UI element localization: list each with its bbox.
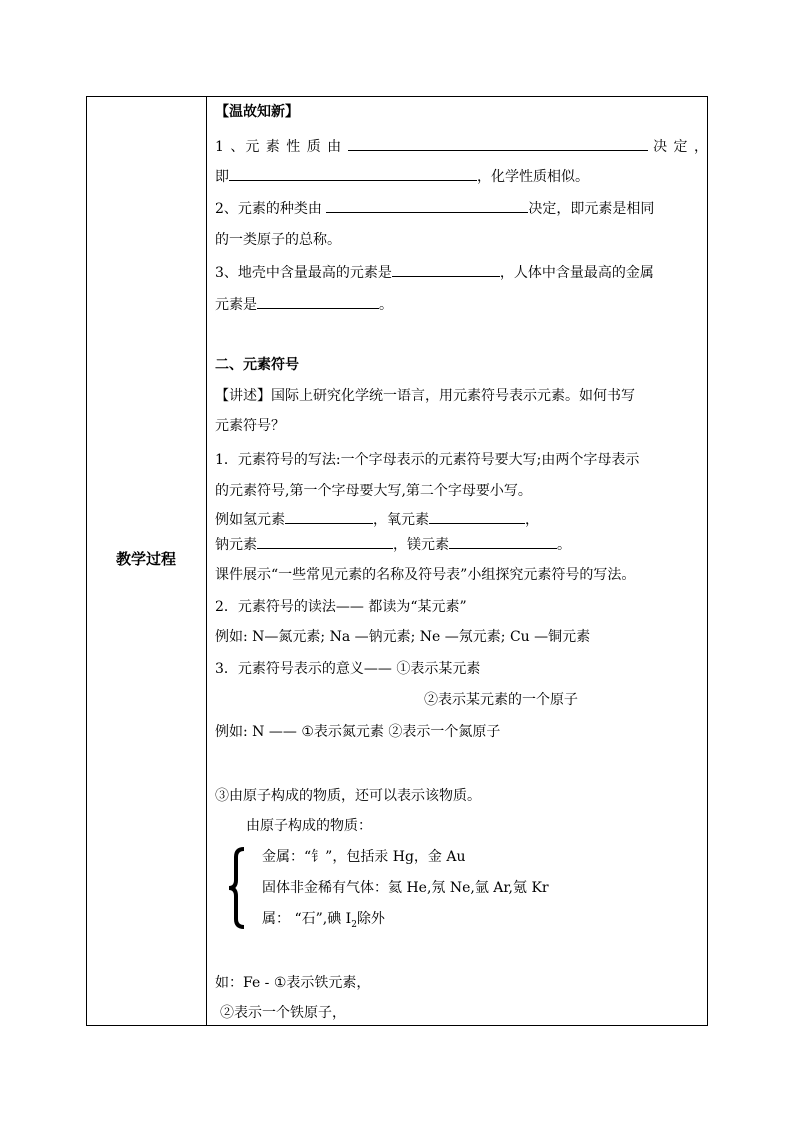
rule2-line: 2．元素符号的读法—— 都读为“某元素” [215, 599, 467, 615]
left-brace-icon [226, 847, 248, 929]
fe-example-line2: ②表示一个铁原子， [220, 1005, 346, 1021]
review-q2-line1: 2、元素的种类由 决定，即元素是相同 [215, 198, 654, 219]
example-line2: 钠元素 ，镁元素 。 [215, 534, 571, 555]
lecture-line2: 元素符号？ [215, 418, 285, 434]
example-line1: 例如氢元素 ，氧元素 ， [215, 509, 539, 530]
answer-blank[interactable] [257, 534, 393, 549]
rule3-line1: 3．元素符号表示的意义—— ①表示某元素 [215, 661, 481, 677]
rule3-example: 例如: N —— ①表示氮元素 ②表示一个氮原子 [215, 724, 501, 740]
review-q3-line1: 3、地壳中含量最高的元素是 ，人体中含量最高的金属 [215, 262, 654, 283]
review-heading: 【温故知新】 [215, 104, 299, 120]
review-q1-line1: 1 、元 素 性 质 由 决 定 ， [215, 136, 709, 157]
courseware-line: 课件展示“一些常见元素的名称及符号表”小组探究元素符号的写法。 [215, 567, 636, 583]
rule1-line2: 的元素符号,第一个字母要大写,第二个字母要小写。 [215, 483, 532, 499]
review-q1-line2: 即 ，化学性质相似。 [215, 166, 589, 187]
answer-blank[interactable] [326, 198, 528, 213]
column-divider [206, 96, 207, 1026]
answer-blank[interactable] [429, 509, 525, 524]
fe-example-line1: 如：Fe - ①表示铁元素， [215, 975, 371, 991]
rule3-line3: ③由原子构成的物质，还可以表示该物质。 [215, 788, 481, 804]
rule1-line1: 1．元素符号的写法:一个字母表示的元素符号要大写;由两个字母表示 [215, 452, 640, 468]
answer-blank[interactable] [285, 509, 373, 524]
row-label: 教学过程 [115, 550, 176, 568]
answer-blank[interactable] [348, 136, 648, 151]
shu-line: 属： “石”,碘 $I_2$除外 [262, 911, 385, 930]
answer-blank[interactable] [257, 294, 379, 309]
review-q3-line2: 元素是 。 [215, 294, 393, 315]
solid-gas-line: 固体非金稀有气体：氦 He,氖 Ne,氩 Ar,氪 Kr [262, 880, 549, 896]
lecture-line1: 【讲述】国际上研究化学统一语言，用元素符号表示元素。如何书写 [215, 388, 635, 404]
section2-heading: 二、元素符号 [215, 357, 299, 373]
rule3-line2: ②表示某元素的一个原子 [424, 692, 578, 708]
answer-blank[interactable] [392, 262, 500, 277]
answer-blank[interactable] [449, 534, 557, 549]
metal-line: 金属：“钅”，包括汞 Hg，金 Au [262, 849, 466, 865]
atom-substance-heading: 由原子构成的物质： [246, 818, 372, 834]
review-q2-line2: 的一类原子的总称。 [215, 232, 341, 248]
answer-blank[interactable] [229, 166, 477, 181]
rule2-example: 例如: N—氮元素; Na —钠元素; Ne —氖元素; Cu —铜元素 [215, 629, 591, 645]
